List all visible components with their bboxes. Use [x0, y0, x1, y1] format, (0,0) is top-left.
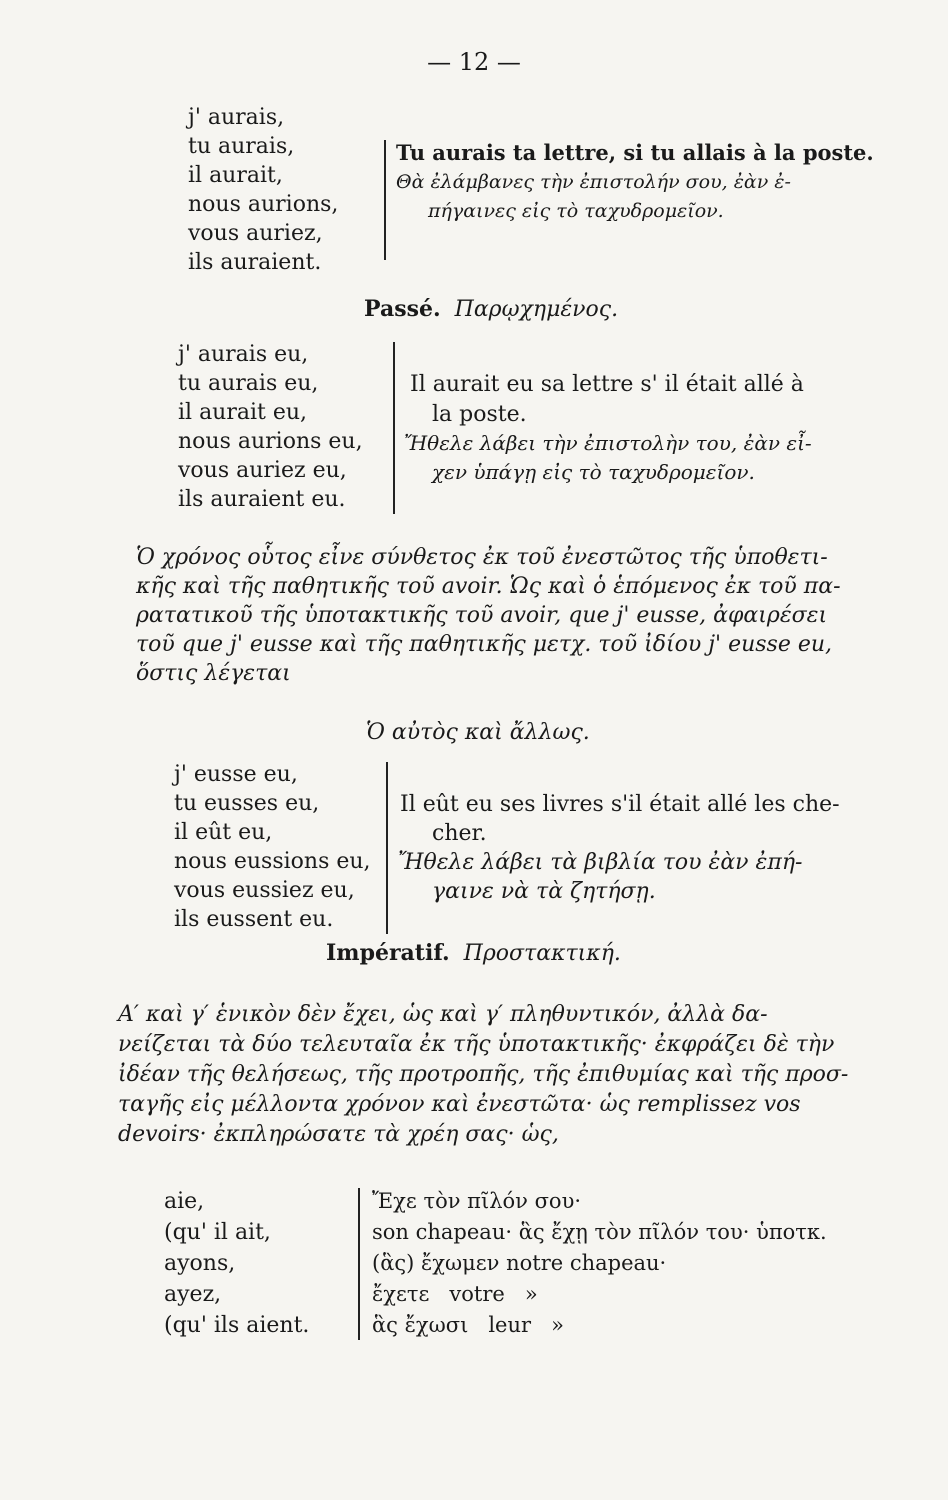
- imperative-examples: [372, 1186, 827, 1341]
- imperatif-heading: [326, 940, 621, 966]
- conjugation-line: vous auriez,: [188, 221, 323, 246]
- example-french-line: Il eût eu ses livres s'il était allé les che-: [400, 792, 840, 817]
- conditional-past-forms: [178, 340, 363, 514]
- heading-french: Impératif.: [326, 940, 450, 966]
- conjugation-line: ils eussent eu.: [174, 907, 334, 932]
- paragraph-compound-tense: [136, 543, 841, 688]
- paragraph-line: Α′ καὶ γ′ ἑνικὸν δὲν ἔχει, ὡς καὶ γ′ πληθυντικόν, ἀλλὰ δα-: [118, 1002, 768, 1027]
- paragraph-line: Ὁ χρόνος οὗτος εἶνε σύνθετος ἐκ τοῦ ἐνεστῶτος τῆς ὑποθετι-: [136, 545, 828, 570]
- example-greek-line: γαινε νὰ τὰ ζητήσῃ.: [432, 879, 656, 904]
- column-divider: [384, 140, 386, 260]
- conjugation-line: vous auriez eu,: [178, 458, 347, 483]
- example-french-line: cher.: [432, 821, 487, 846]
- paragraph-line: τοῦ que j' eusse καὶ τῆς παθητικῆς μετχ. τοῦ ἰδίου j' eusse eu,: [136, 632, 833, 657]
- paragraph-line: κῆς καὶ τῆς παθητικῆς τοῦ avoir. Ὡς καὶ ὁ ἑπόμενος ἐκ τοῦ πα-: [136, 574, 841, 599]
- subjunctive-past-forms: [174, 760, 371, 934]
- paragraph-imperative: [118, 1000, 849, 1150]
- passe-heading: [364, 296, 618, 322]
- conjugation-line: il eût eu,: [174, 820, 273, 845]
- heading-greek: Προστακτική.: [463, 941, 621, 966]
- paragraph-line: νείζεται τὰ δύο τελευταῖα ἐκ τῆς ὑποτακτικῆς· ἐκφράζει δὲ τὴν: [118, 1032, 835, 1057]
- example-line: son chapeau· ἃς ἔχῃ τὸν πῖλόν του· ὑποτκ.: [372, 1220, 827, 1244]
- example-line: ἃς ἔχωσι leur »: [372, 1313, 564, 1337]
- paragraph-line: ὅστις λέγεται: [136, 661, 291, 686]
- conjugation-line: aie,: [164, 1189, 205, 1214]
- imperative-forms: [164, 1186, 309, 1341]
- conjugation-line: j' aurais eu,: [178, 342, 309, 367]
- conjugation-line: nous aurions,: [188, 192, 339, 217]
- conjugation-line: j' aurais,: [188, 105, 285, 130]
- conjugation-line: ayons,: [164, 1251, 236, 1276]
- conjugation-line: tu aurais eu,: [178, 371, 319, 396]
- conjugation-line: il aurait,: [188, 163, 283, 188]
- paragraph-tail: Ὁ αὐτὸς καὶ ἄλλως.: [366, 720, 590, 745]
- conjugation-line: ayez,: [164, 1282, 222, 1307]
- conjugation-line: ils auraient eu.: [178, 487, 346, 512]
- conjugation-line: nous aurions eu,: [178, 429, 363, 454]
- conjugation-line: vous eussiez eu,: [174, 878, 355, 903]
- heading-greek: Παρῳχημένος.: [454, 297, 619, 322]
- conjugation-line: (qu' ils aient.: [164, 1313, 310, 1338]
- example-french-line: la poste.: [432, 402, 527, 427]
- conjugation-line: ils auraient.: [188, 250, 322, 275]
- conjugation-line: j' eusse eu,: [174, 762, 298, 787]
- column-divider: [393, 342, 395, 514]
- page-number: — 12 —: [427, 48, 521, 76]
- example-greek-line: Ἤθελε λάβει τὰ βιβλία του ἐὰν ἐπή-: [398, 850, 803, 875]
- example-line: ἔχετε votre »: [372, 1282, 538, 1306]
- paragraph-line: ταγῆς εἰς μέλλοντα χρόνον καὶ ἐνεστῶτα· ὡς remplissez vos: [118, 1092, 801, 1117]
- example-french-line: Il aurait eu sa lettre s' il était allé à: [410, 372, 804, 397]
- paragraph-line: ρατατικοῦ τῆς ὑποτακτικῆς τοῦ avoir, que j' eusse, ἀφαιρέσει: [136, 603, 828, 628]
- paragraph-line: ἰδέαν τῆς θελήσεως, τῆς προτροπῆς, τῆς ἐπιθυμίας καὶ τῆς προσ-: [118, 1062, 849, 1087]
- conjugation-line: il aurait eu,: [178, 400, 308, 425]
- conditional-present-forms: [188, 103, 338, 277]
- example-line: Ἔχε τὸν πῖλόν σου·: [372, 1189, 582, 1213]
- column-divider: [386, 762, 388, 934]
- example-greek-line: Ἤθελε λάβει τὴν ἐπιστολὴν του, ἐὰν εἶ-: [404, 431, 812, 455]
- column-divider: [358, 1188, 360, 1340]
- example-line: (ἃς) ἔχωμεν notre chapeau·: [372, 1251, 667, 1275]
- example-greek-line: πήγαινες εἰς τὸ ταχυδρομεῖον.: [428, 200, 724, 222]
- paragraph-line: devoirs· ἐκπληρώσατε τὰ χρέη σας· ὡς,: [118, 1122, 559, 1147]
- example-french: Tu aurais ta lettre, si tu allais à la poste.: [396, 140, 874, 165]
- heading-french: Passé.: [364, 296, 441, 322]
- conjugation-line: tu eusses eu,: [174, 791, 320, 816]
- conjugation-line: nous eussions eu,: [174, 849, 371, 874]
- conjugation-line: (qu' il ait,: [164, 1220, 271, 1245]
- conjugation-line: tu aurais,: [188, 134, 295, 159]
- example-greek-line: Θὰ ἐλάμβανες τὴν ἐπιστολήν σου, ἐὰν ἐ-: [396, 171, 791, 193]
- example-greek-line: χεν ὑπάγῃ εἰς τὸ ταχυδρομεῖον.: [432, 460, 755, 484]
